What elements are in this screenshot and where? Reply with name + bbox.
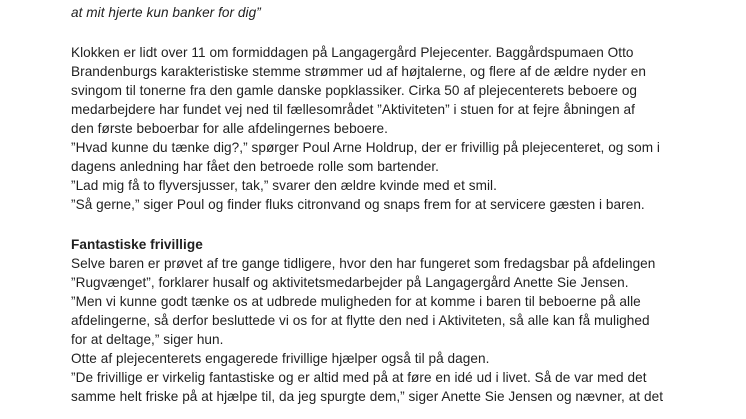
paragraph-line: samme helt friske på at hjælpe til, da jeg spurgte dem,” siger Anette Sie Jensen og nævner, at det (71, 389, 664, 404)
paragraph-line: ”Lad mig få to flyversjusser, tak,” svarer den ældre kvinde med et smil. (71, 178, 497, 193)
paragraph-line: Brandenburgs karakteristiske stemme strømmer ud af højtalerne, og flere af de ældre nyder en (71, 64, 647, 79)
paragraph-line: den første beboerbar for alle afdelingernes beboere. (71, 121, 388, 136)
paragraph-line: afdelingerne, så derfor besluttede vi os for at flytte den ned i Aktiviteten, så alle kan få mulighed (71, 313, 650, 328)
paragraph-line: Klokken er lidt over 11 om formiddagen på Langagergård Plejecenter. Baggårdspumaen Otto (71, 45, 634, 60)
paragraph-line: Otte af plejecenterets engagerede frivillige hjælper også til på dagen. (71, 351, 490, 366)
intro-quote-line: at mit hjerte kun banker for dig” (71, 5, 261, 20)
paragraph-line: ”Men vi kunne godt tænke os at udbrede muligheden for at komme i baren til beboerne på alle (71, 294, 641, 309)
paragraph-line: ”Så gerne,” siger Poul og finder fluks citronvand og snaps frem for at servicere gæsten i baren. (71, 197, 645, 212)
paragraph-line: ”De frivillige er virkelig fantastiske og er altid med på at føre en idé ud i livet. Så de var med det (71, 370, 647, 385)
paragraph-line: svingom til tonerne fra den gamle danske popklassiker. Cirka 50 af plejecenterets beboere og (71, 83, 638, 98)
paragraph-line: dagens anledning har fået den betroede rolle som bartender. (71, 159, 439, 174)
paragraph-line: ”Rugvænget”, forklarer husalf og aktivitetsmedarbejder på Langagergård Anette Sie Jensen. (71, 275, 629, 290)
paragraph-line: for at deltage,” siger hun. (71, 332, 224, 347)
paragraph-line: medarbejdere har fundet vej ned til fællesområdet ”Aktiviteten” i stuen for at fejre åbningen af (71, 102, 635, 117)
section-heading: Fantastiske frivillige (71, 237, 203, 252)
paragraph-line: Selve baren er prøvet af tre gange tidligere, hvor den har fungeret som fredagsbar på afdelingen (71, 256, 656, 271)
paragraph-line: ”Hvad kunne du tænke dig?,” spørger Poul Arne Holdrup, der er frivillig på plejecenteret, og som i (71, 140, 660, 155)
